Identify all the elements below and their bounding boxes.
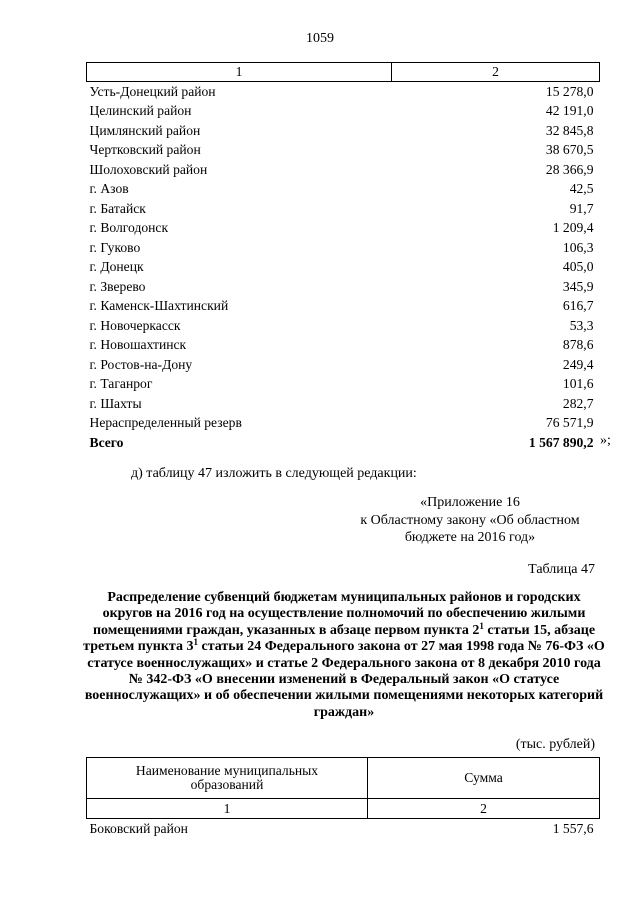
municipality-name: Нераспределенный резерв: [89, 415, 242, 431]
amount-value: 42 191,0: [545, 103, 594, 119]
municipality-name: г. Батайск: [89, 200, 146, 216]
column-number-2: 2: [368, 799, 600, 819]
table-row: [87, 414, 600, 434]
amount-value: 282,7: [562, 395, 594, 411]
municipality-name: Цимлянский район: [89, 122, 201, 138]
table-row: [87, 82, 600, 102]
amount-value: 1 557,6: [552, 821, 594, 836]
table-row: [87, 238, 600, 258]
amount-value: 32 845,8: [545, 122, 594, 138]
table-row: [87, 102, 600, 122]
title-superscript: 1: [193, 637, 198, 648]
table-row: [87, 121, 600, 141]
amount-value: 42,5: [569, 181, 594, 197]
subvention-table-47: [86, 757, 600, 839]
amount-value: 345,9: [562, 278, 594, 294]
municipality-name: г. Ростов-на-Дону: [89, 356, 193, 372]
table-row: [87, 316, 600, 336]
table-row: [87, 297, 600, 317]
amount-value: 106,3: [562, 239, 594, 255]
municipality-name: г. Шахты: [89, 395, 142, 411]
municipality-name: г. Зверево: [89, 278, 146, 294]
table-row: [87, 258, 600, 278]
table-row: [87, 336, 600, 356]
amount-value: 616,7: [562, 298, 594, 314]
appendix-line: к Областному закону «Об областном: [360, 512, 580, 528]
table-number-row: [87, 799, 600, 819]
municipality-name: Боковский район: [89, 821, 188, 836]
municipality-name: г. Каменск-Шахтинский: [89, 298, 229, 314]
amount-value: 76 571,9: [545, 415, 594, 431]
table-title: [82, 590, 606, 721]
amount-value: 38 670,5: [545, 142, 594, 158]
amount-value: 15 278,0: [545, 83, 594, 99]
amount-value: 53,3: [569, 317, 594, 333]
header-municipality: Наименование муниципальных образований: [87, 758, 368, 799]
units-label: (тыс. рублей): [515, 737, 595, 752]
amount-value: 405,0: [562, 259, 594, 275]
title-text: статьи 15, абзаце третьем пункта 3: [83, 622, 596, 655]
table-row: [87, 375, 600, 395]
table-row: [87, 219, 600, 239]
table-row: [87, 277, 600, 297]
title-superscript: 1: [479, 620, 484, 631]
municipality-name: Чертковский район: [89, 142, 201, 158]
table-row: [87, 355, 600, 375]
table-row: [87, 819, 600, 840]
table-row: [87, 199, 600, 219]
municipality-name: Шолоховский район: [89, 161, 208, 177]
instruction-text: д) таблицу 47 изложить в следующей редакции:: [131, 466, 417, 481]
total-row: [87, 433, 600, 453]
header-sum: Сумма: [368, 758, 600, 799]
total-suffix: »;: [600, 433, 611, 448]
municipality-name: Целинский район: [89, 103, 192, 119]
amount-value: 1 567 890,2: [528, 434, 594, 450]
amount-value: 91,7: [569, 200, 594, 216]
municipality-name: г. Новочеркасск: [89, 317, 181, 333]
appendix-reference: [340, 494, 600, 547]
page-number: 1059: [306, 31, 334, 46]
subvention-table-continued: [86, 62, 600, 453]
table-header-row: [87, 758, 600, 799]
municipality-name: г. Гуково: [89, 239, 141, 255]
municipality-name: г. Таганрог: [89, 376, 153, 392]
amount-value: 28 366,9: [545, 161, 594, 177]
municipality-name: Всего: [89, 434, 124, 450]
column-number-1: 1: [87, 799, 368, 819]
appendix-line: бюджете на 2016 год»: [404, 530, 536, 545]
table-row: [87, 141, 600, 161]
title-text: Распределение субвенций бюджетам муниципальных районов и городских округов на 2016 год на осуществление полномочий по обеспечению жилыми помещениями граждан, указанных в абзаце первом пункта 2: [92, 590, 586, 638]
amount-value: 1 209,4: [552, 220, 594, 236]
table-row: [87, 394, 600, 414]
amount-value: 101,6: [562, 376, 594, 392]
municipality-name: г. Азов: [89, 181, 129, 197]
column-number-1: 1: [87, 63, 392, 82]
table-number: Таблица 47: [528, 562, 595, 577]
amount-value: 249,4: [562, 356, 594, 372]
amount-value: 878,6: [562, 337, 594, 353]
table-row: [87, 180, 600, 200]
appendix-line: «Приложение 16: [420, 495, 520, 510]
municipality-name: г. Новошахтинск: [89, 337, 187, 353]
title-text: статьи 24 Федерального закона от 27 мая 1998 года № 76-ФЗ «О статусе военнослужащих» и статье 2 Федерального закона от 8 декабря 2010 года № 342-ФЗ «О внесении изменений в Федеральный закон «О статусе военнослужащих» и об обеспечении жилыми помещениями некоторых категорий граждан»: [84, 639, 605, 720]
municipality-name: г. Волгодонск: [89, 220, 169, 236]
column-number-2: 2: [392, 63, 600, 82]
table-row: [87, 160, 600, 180]
municipality-name: г. Донецк: [89, 259, 144, 275]
municipality-name: Усть-Донецкий район: [89, 83, 216, 99]
table-header-row: [87, 63, 600, 82]
